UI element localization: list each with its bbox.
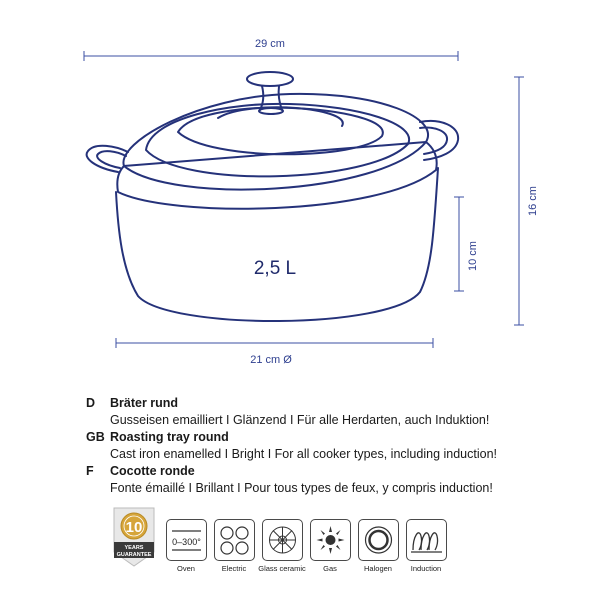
- electric-icon: [214, 519, 255, 561]
- language-code: GB: [86, 430, 105, 444]
- description-text-row: [86, 412, 497, 429]
- halogen-icon: [358, 519, 399, 561]
- description-gb: [86, 429, 497, 446]
- induction-label: Induction: [410, 564, 442, 573]
- description-de: [86, 395, 497, 412]
- height-total-label: 16 cm: [527, 186, 539, 216]
- gas-label: Gas: [323, 564, 337, 573]
- gas-icon: [310, 519, 351, 561]
- oven-label: Oven: [177, 564, 195, 573]
- capacity-label: 2,5 L: [253, 258, 297, 279]
- oven-icon: [166, 519, 207, 561]
- description-fr: [86, 463, 497, 480]
- induction-icon: [406, 519, 447, 561]
- height-body-dimension: [454, 197, 464, 291]
- base-diameter-dimension: [116, 338, 433, 348]
- description-title: Roasting tray round: [110, 430, 229, 444]
- product-descriptions: [86, 395, 497, 497]
- oven-range-label: 0–300°: [172, 537, 201, 547]
- cooker-icons-row: [110, 504, 450, 584]
- base-diameter-label: 21 cm Ø: [250, 354, 292, 366]
- language-code: D: [86, 396, 96, 410]
- code-spacer: [86, 412, 110, 429]
- description-text: Cast iron enamelled I Bright I For all cooker types, including induction!: [110, 447, 497, 461]
- description-title: Cocotte ronde: [110, 464, 195, 478]
- halogen-label: Halogen: [364, 564, 392, 573]
- guarantee-number: 10: [125, 519, 143, 536]
- electric-label: Electric: [221, 564, 247, 573]
- pot-outline: [87, 72, 459, 321]
- width-dimension: [84, 51, 458, 61]
- lid-knob-cap: [247, 72, 293, 86]
- code-spacer: [86, 446, 110, 463]
- glass-ceramic-label: Glass ceramic: [258, 564, 306, 573]
- lid-knob-base: [259, 108, 283, 114]
- guarantee-line-2: GUARANTEE: [116, 552, 152, 558]
- guarantee-line-1: YEARS: [124, 545, 144, 551]
- description-text-row: [86, 446, 497, 463]
- description-text-row: [86, 480, 497, 497]
- height-total-dimension: [514, 77, 524, 325]
- description-text: Fonte émaillé I Brillant I Pour tous types de feux, y compris induction!: [110, 481, 493, 495]
- guarantee-badge-icon: [110, 504, 158, 570]
- width-label: 29 cm: [255, 38, 285, 50]
- description-text: Gusseisen emailliert I Glänzend I Für alle Herdarten, auch Induktion!: [110, 413, 490, 427]
- code-spacer: [86, 480, 110, 497]
- language-code: F: [86, 464, 94, 478]
- height-body-label: 10 cm: [467, 241, 479, 271]
- description-title: Bräter rund: [110, 396, 179, 410]
- glass-ceramic-icon: [262, 519, 303, 561]
